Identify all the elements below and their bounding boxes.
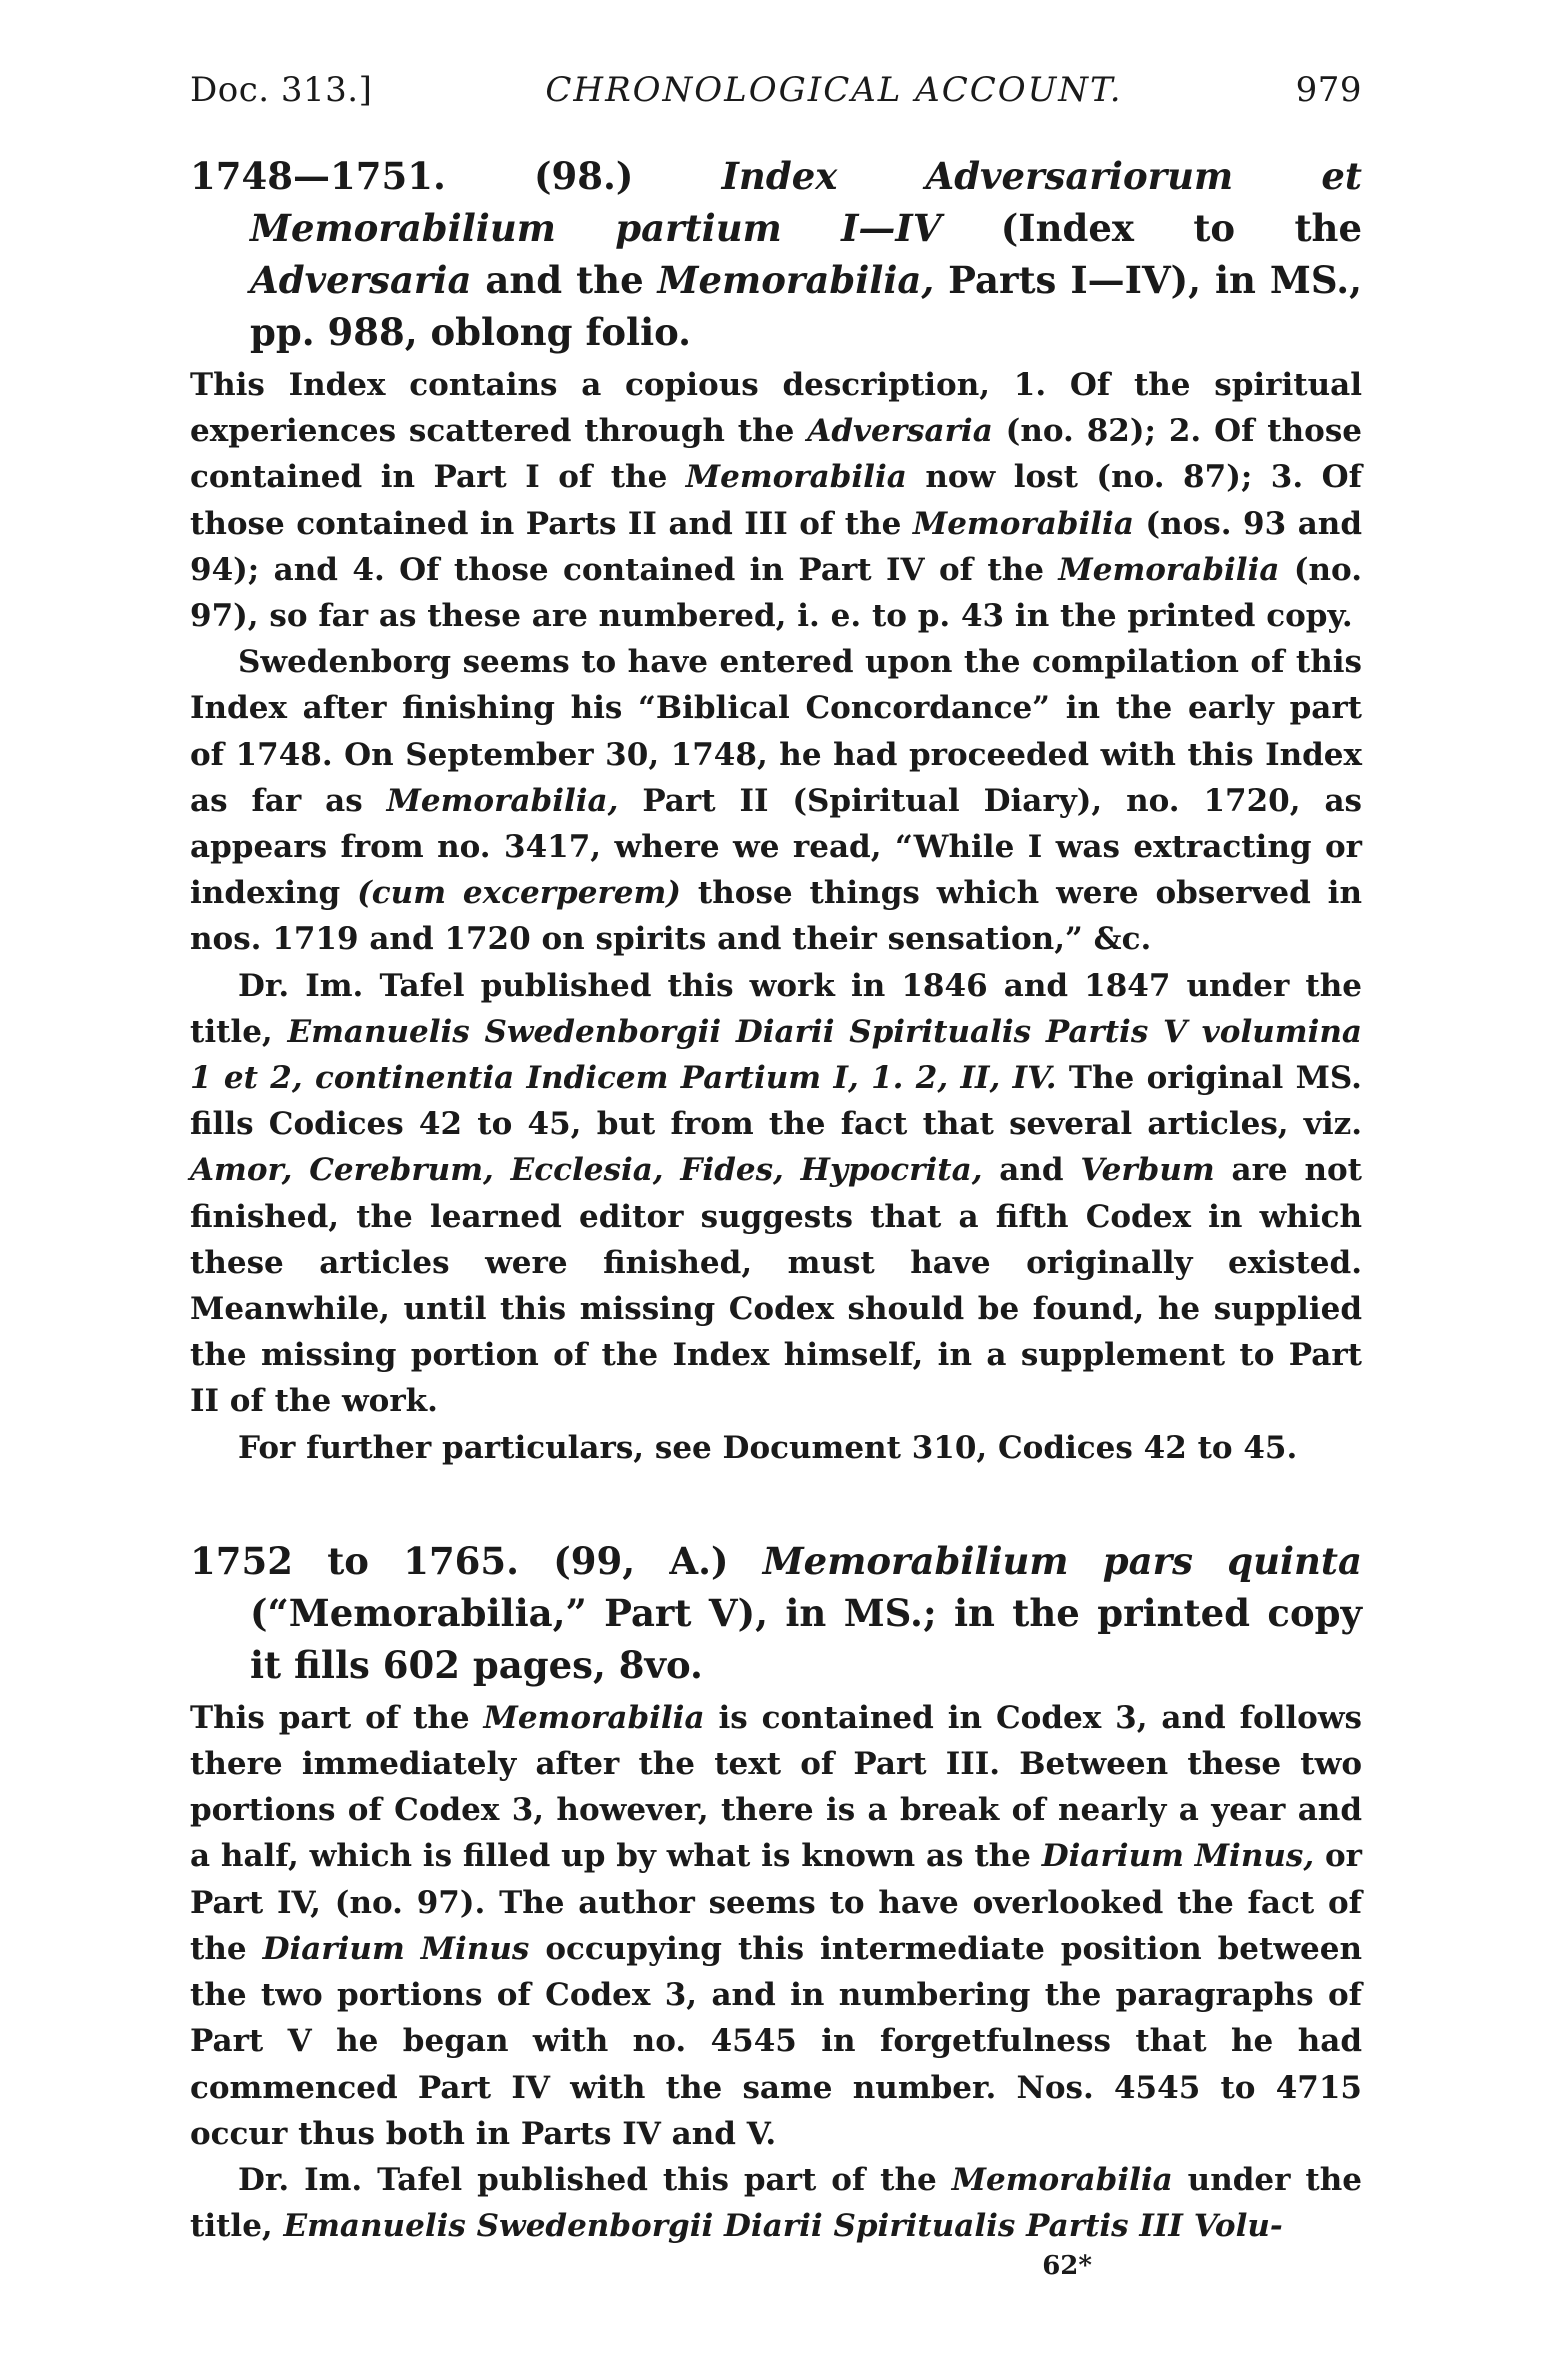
running-header (190, 70, 1362, 110)
italic-run: Emanuelis Swedenborgii Diarii Spiritualis Partis V volumina 1 et 2, continentia Indicem Partium I, 1. 2, II, IV. (190, 1013, 1362, 1097)
entry-98-heading-text: Parts I—IV), in MS., pp. 988, oblong folio. (250, 258, 1362, 354)
text-run: and (982, 1152, 1081, 1189)
entry-98-heading-italic: Memorabilia, (657, 258, 935, 302)
text-run: This part of the (190, 1699, 484, 1736)
text-run: now lost (no. 87); 3. Of those contained in Parts II and III of the (190, 459, 1362, 542)
entry-98-latin-title: Index Adversariorum et Memorabilium partium I—IV (250, 154, 1362, 250)
entry-98-heading (190, 150, 1362, 358)
italic-run: (cum excerperem) (357, 875, 681, 912)
italic-run: Emanuelis Swedenborgii Diarii Spiritualis Partis III Volu- (283, 2208, 1283, 2245)
entry-99-heading-text: (“Memorabilia,” Part V), in MS.; in the printed copy it fills 602 pages, 8vo. (250, 1590, 1362, 1687)
text-run: under the title, (190, 2161, 1362, 2245)
entry-99-latin-title: Memorabilium pars quinta (762, 1538, 1362, 1583)
text-run: (no. 97), so far as these are numbered, i. e. to p. 43 in the printed copy. (190, 551, 1362, 635)
entry-99-paragraph-2 (190, 2157, 1362, 2249)
entry-99-paragraph-1 (190, 1695, 1362, 2157)
entry-98-paragraph-3 (190, 963, 1362, 1425)
entry-98-heading-italic: Adversaria (250, 258, 472, 302)
italic-run: Memorabilia (912, 505, 1134, 542)
italic-run: Verbum (1080, 1152, 1215, 1189)
entry-98-heading-text: and the (471, 258, 658, 302)
page-number: 979 (1295, 70, 1362, 110)
text-run: Dr. Im. Tafel published this work in 1846 and 1847 under the title, (190, 967, 1362, 1050)
italic-run: Adversaria (807, 413, 993, 450)
entry-98-paragraph-4: For further particulars, see Document 310, Codices 42 to 45. (238, 1429, 1298, 1466)
italic-run: Memorabilia (951, 2161, 1173, 2198)
running-title: CHRONOLOGICAL ACCOUNT. (545, 70, 1123, 110)
signature-mark: 62* (1042, 2251, 1092, 2282)
text-run: The original MS. fills Codices 42 to 45, but from the fact that several articles, viz. (190, 1060, 1362, 1143)
text-run: or Part IV, (no. 97). The author seems to have overlooked the fact of the (190, 1838, 1362, 1967)
entry-98-heading-text: (Index to the (941, 206, 1362, 250)
doc-reference: Doc. 313.] (190, 70, 373, 110)
page (190, 70, 1362, 2281)
italic-run: Memorabilia (1058, 551, 1280, 588)
text-run: are not finished, the learned editor suggests that a fifth Codex in which these articles were finished, must have originally existed. Meanwhile, until this missing Codex should be found, he supplied the missing portion of the Index himself, in a supplement to Part II of the work. (190, 1152, 1362, 1420)
italic-run: Diarium Minus, (1041, 1838, 1315, 1875)
text-run: Part II (Spiritual Diary), no. 1720, as appears from no. 3417, where we read, “While I was extracting or indexing (190, 782, 1362, 912)
entry-98-paragraph-1 (190, 362, 1362, 639)
italic-run: Amor, Cerebrum, Ecclesia, Fides, Hypocrita, (190, 1152, 983, 1189)
text-run: (no. 82); 2. Of those contained in Part I of the (190, 413, 1362, 496)
text-run: occupying this intermediate position between the two portions of Codex 3, and in numbering the paragraphs of Part V he began with no. 4545 in forgetfulness that he had commenced Part IV with the same number. Nos. 4545 to 4715 occur thus both in Parts IV and V. (190, 1930, 1363, 2152)
entry-98-date: 1748—1751. (98.) (190, 154, 722, 198)
entry-99-heading (190, 1535, 1362, 1691)
entry-98-paragraph-2 (190, 639, 1362, 962)
italic-run: Memorabilia, (386, 782, 619, 819)
italic-run: Memorabilia (483, 1699, 705, 1736)
text-run: Swedenborg seems to have entered upon the compilation of this Index after finishing his “Biblical Concordance” in the early part of 1748. On September 30, 1748, he had proceeded with this Index as far as (190, 644, 1362, 819)
italic-run: Diarium Minus (262, 1930, 530, 1967)
text-run: This Index contains a copious description, 1. Of the spiritual experiences scattered through the (190, 367, 1362, 450)
text-run: Dr. Im. Tafel published this part of the (238, 2161, 952, 2198)
entry-separator (190, 1471, 1362, 1535)
text-run: those things which were observed in nos. 1719 and 1720 on spirits and their sensation,” &c. (190, 875, 1362, 958)
italic-run: Memorabilia (685, 459, 907, 496)
text-run: is contained in Codex 3, and follows there immediately after the text of Part III. Between these two portions of Codex 3, however, there is a break of nearly a year and a half, which is filled up by what is known as the (190, 1699, 1362, 1875)
entry-99-date: 1752 to 1765. (99, A.) (190, 1538, 763, 1583)
text-run: (nos. 93 and 94); and 4. Of those contained in Part IV of the (190, 505, 1362, 588)
